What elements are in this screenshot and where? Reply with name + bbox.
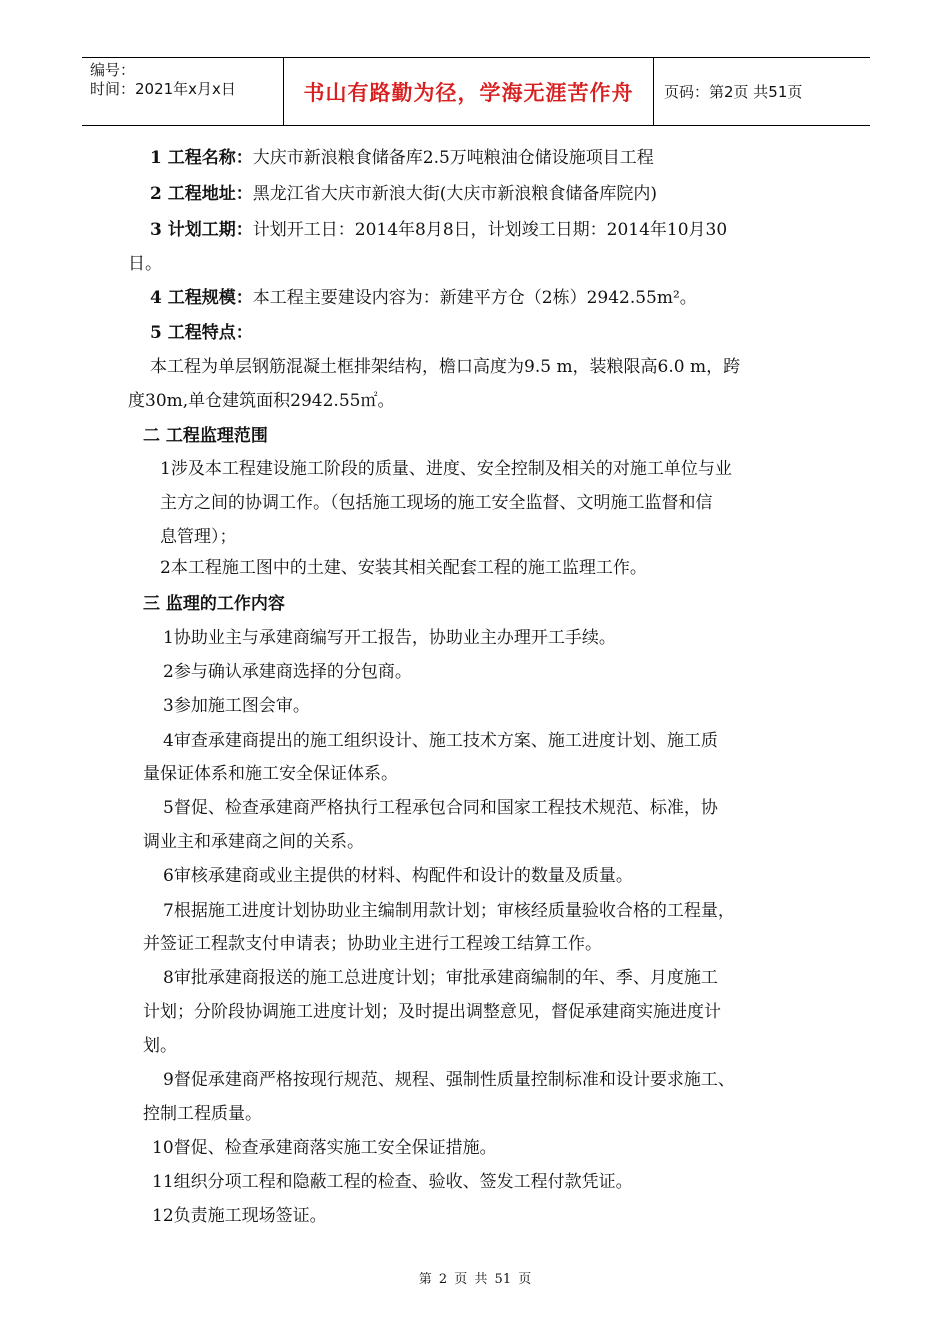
section2-title: 二 工程监理范围	[143, 426, 268, 446]
features-para-line2: 度30m,单仓建筑面积2942.55㎡。	[128, 391, 395, 411]
section3-line: 并签证工程款支付申请表；协助业主进行工程竣工结算工作。	[143, 934, 602, 954]
section3-line: 7根据施工进度计划协助业主编制用款计划；审核经质量验收合格的工程量，	[163, 901, 735, 921]
section3-line: 量保证体系和施工安全保证体系。	[143, 764, 398, 784]
item-project-name: 1 工程名称：大庆市新浪粮食储备库2.5万吨粮油仓储设施项目工程	[150, 148, 654, 168]
item-project-address: 2 工程地址：黑龙江省大庆市新浪大街(大庆市新浪粮食储备库院内)	[150, 184, 658, 204]
section2-line: 2本工程施工图中的土建、安装其相关配套工程的施工监理工作。	[160, 558, 647, 578]
section2-line: 1涉及本工程建设施工阶段的质量、进度、安全控制及相关的对施工单位与业	[160, 459, 732, 479]
section3-line: 4审查承建商提出的施工组织设计、施工技术方案、施工进度计划、施工质	[163, 731, 718, 751]
features-para-line1: 本工程为单层钢筋混凝土框排架结构，檐口高度为9.5 m，装粮限高6.0 m，跨	[150, 357, 741, 377]
section3-line: 8审批承建商报送的施工总进度计划；审批承建商编制的年、季、月度施工	[163, 968, 718, 988]
item-schedule: 3 计划工期：计划开工日：2014年8月8日，计划竣工日期：2014年10月30	[150, 220, 728, 240]
section3-line: 10督促、检查承建商落实施工安全保证措施。	[152, 1138, 497, 1158]
doc-number-label: 编号：	[90, 61, 136, 79]
section3-line: 调业主和承建商之间的关系。	[143, 832, 364, 852]
page-footer: 第 2 页 共 51 页	[418, 1272, 532, 1287]
section3-line: 计划；分阶段协调施工进度计划；及时提出调整意见，督促承建商实施进度计	[143, 1002, 721, 1022]
section3-line: 6审核承建商或业主提供的材料、构配件和设计的数量及质量。	[163, 866, 633, 886]
item-scale: 4 工程规模：本工程主要建设内容为：新建平方仓（2栋）2942.55m²。	[150, 288, 697, 308]
doc-time-label: 时间：2021年x月x日	[90, 80, 236, 98]
section3-line: 划。	[143, 1036, 177, 1056]
section3-line: 5督促、检查承建商严格执行工程承包合同和国家工程技术规范、标准，协	[163, 798, 718, 818]
section2-line: 息管理）；	[160, 527, 237, 547]
item-features-label: 5 工程特点：	[150, 323, 253, 343]
item-schedule-cont: 日。	[128, 254, 162, 274]
section3-title: 三 监理的工作内容	[143, 594, 285, 614]
section2-line: 主方之间的协调工作。（包括施工现场的施工安全监督、文明施工监督和信	[160, 493, 713, 513]
section3-line: 12负责施工现场签证。	[152, 1206, 327, 1226]
section3-line: 1协助业主与承建商编写开工报告，协助业主办理开工手续。	[163, 628, 616, 648]
section3-line: 3参加施工图会审。	[163, 696, 310, 716]
header-motto: 书山有路勤为径，学海无涯苦作舟	[283, 58, 654, 125]
section3-line: 9督促承建商严格按现行规范、规程、强制性质量控制标准和设计要求施工、	[163, 1070, 735, 1090]
header-page-code: 页码：第2页 共51页	[664, 83, 803, 101]
header-meta	[82, 58, 283, 125]
section3-line: 11组织分项工程和隐蔽工程的检查、验收、签发工程付款凭证。	[152, 1172, 633, 1192]
section3-line: 2参与确认承建商选择的分包商。	[163, 662, 412, 682]
page-header	[82, 57, 870, 126]
section3-line: 控制工程质量。	[143, 1104, 262, 1124]
